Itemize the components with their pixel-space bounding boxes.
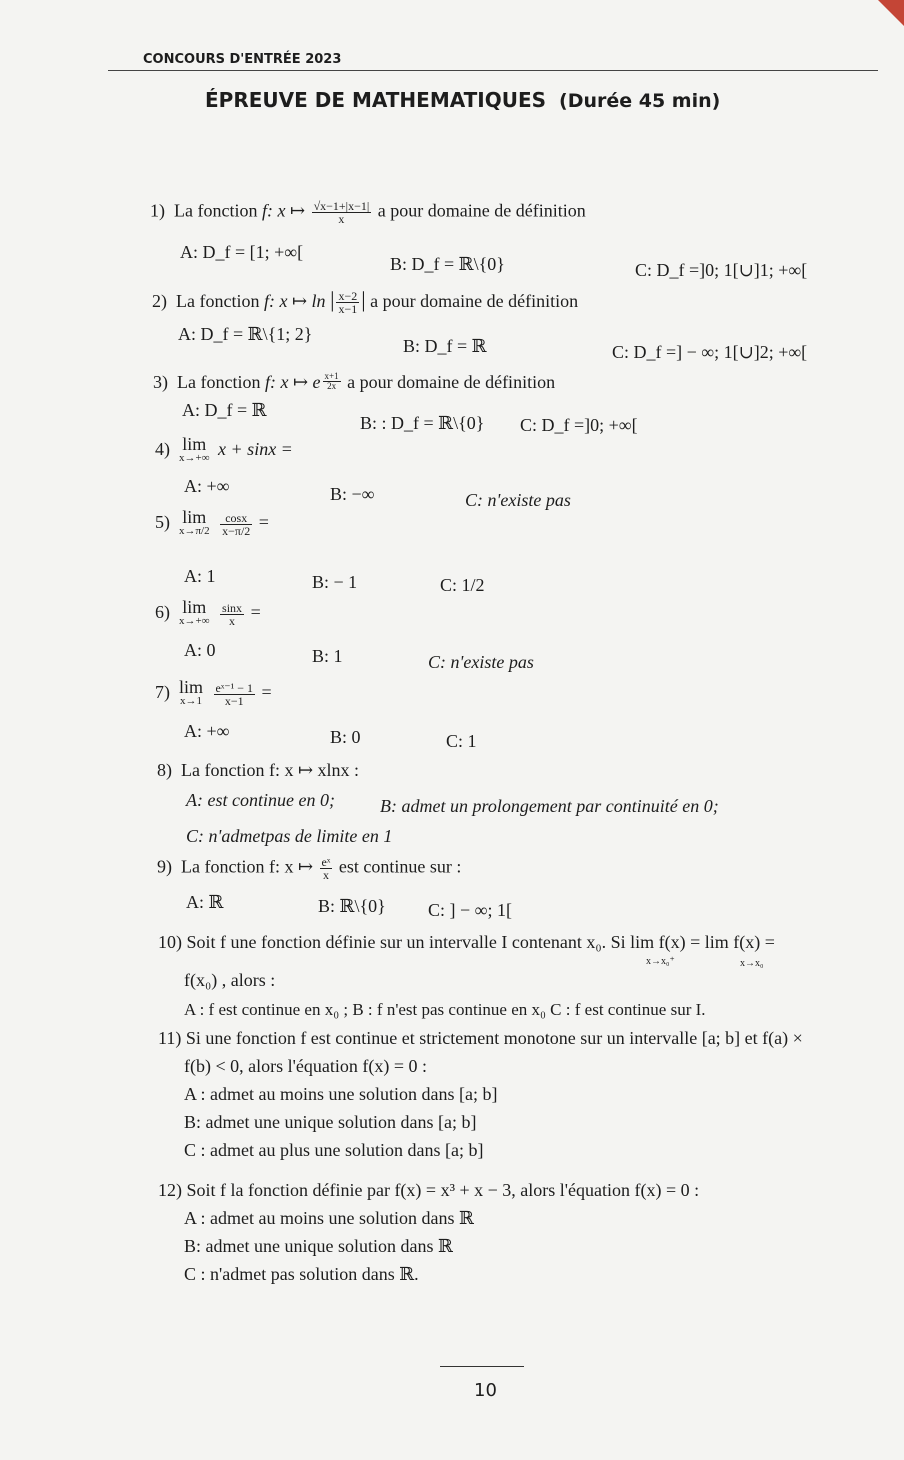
- question-6: 6) lim x→+∞ $\frac{\sin x}{x}$ =: [155, 597, 261, 628]
- q4-option-a: A: +∞: [184, 476, 230, 496]
- q1-option-a: A: D_f = [1; +∞[: [180, 242, 304, 262]
- q11-option-c: C : admet au plus une solution dans [a; b]: [184, 1140, 484, 1160]
- question-5: 5) lim x→π/2 $\frac{\cos x}{x-\pi/2}$ =: [155, 507, 269, 538]
- q9-option-c: C: ] − ∞; 1[: [428, 900, 512, 920]
- question-3: 3) La fonction f: x ↦ e $\frac{x+1}{2x}$ a pour domaine de définition: [153, 371, 556, 392]
- q3-exponent: $\frac{x+1}{2x}$: [324, 371, 339, 391]
- contest-label: CONCOURS D'ENTRÉE 2023: [143, 52, 342, 67]
- question-1: 1) La fonction f: x ↦ $\frac{√x-1+|x-1|}{x}$ a pour domaine de définition: [150, 199, 586, 226]
- question-12: 12) Soit f la fonction définie par f(x) = x³ + x − 3, alors l'équation f(x) = 0 :: [158, 1180, 700, 1200]
- question-7: 7) lim x→1 $\frac{\text{eˣ⁻¹ − 1}}{x-1}$ =: [155, 677, 272, 708]
- q2-option-b: B: D_f = ℝ: [403, 336, 487, 356]
- question-11: 11) Si une fonction f est continue et strictement monotone sur un intervalle [a; b] et f(a) ×: [158, 1028, 803, 1048]
- page-number: 10: [474, 1380, 497, 1401]
- q10-lim-sub-1: x→x₀⁺: [646, 956, 675, 967]
- q2-fraction: $\frac{x-2}{x-1}$: [338, 289, 358, 317]
- question-2: 2) La fonction f: x ↦ ln | $\frac{x-2}{x-1}$ | a pour domaine de définition: [152, 287, 579, 317]
- q8-option-a: A: est continue en 0;: [186, 790, 335, 810]
- q10-lim-sub-2: x→x₀: [740, 958, 764, 969]
- q9-option-b: B: ℝ\{0}: [318, 896, 386, 916]
- q6-fraction: $\frac{\sin x}{x}$: [222, 600, 243, 628]
- q11-option-b: B: admet une unique solution dans [a; b]: [184, 1112, 477, 1132]
- q4-option-c: C: n'existe pas: [465, 490, 571, 510]
- duration: (Durée 45 min): [559, 90, 721, 112]
- question-4: 4) lim x→+∞ x + sinx =: [155, 434, 293, 464]
- q3-option-c: C: D_f =]0; +∞[: [520, 415, 638, 435]
- q8-option-b: B: admet un prolongement par continuité en 0;: [380, 796, 719, 816]
- q7-option-c: C: 1: [446, 731, 477, 751]
- q8-option-c: C: n'admetpas de limite en 1: [186, 826, 393, 846]
- q12-option-b: B: admet une unique solution dans ℝ: [184, 1236, 453, 1256]
- q7-option-a: A: +∞: [184, 721, 230, 741]
- q2-option-c: C: D_f =] − ∞; 1[∪]2; +∞[: [612, 342, 808, 362]
- q4-option-b: B: −∞: [330, 484, 375, 504]
- q9-fraction: $\frac{\text{eˣ}}{x}$: [321, 855, 331, 882]
- q10-options: A : f est continue en x₀ ; B : f n'est pas continue en x₀ C : f est continue sur I.: [184, 1000, 706, 1019]
- q6-option-a: A: 0: [184, 640, 216, 660]
- q3-option-b: B: : D_f = ℝ\{0}: [360, 413, 485, 433]
- q5-option-c: C: 1/2: [440, 575, 485, 595]
- q3-option-a: A: D_f = ℝ: [182, 400, 267, 420]
- q1-option-b: B: D_f = ℝ\{0}: [390, 254, 505, 274]
- question-10: 10) Soit f une fonction définie sur un intervalle I contenant x₀. Si lim f(x) = lim f(x) =: [158, 932, 775, 952]
- question-8: 8) La fonction f: x ↦ xlnx :: [157, 760, 360, 780]
- q7-option-b: B: 0: [330, 727, 361, 747]
- q1-fraction: $\frac{√x-1+|x-1|}{x}$: [313, 199, 370, 226]
- q10-line-2: f(x₀) , alors :: [184, 970, 276, 990]
- q9-option-a: A: ℝ: [186, 892, 224, 912]
- q5-fraction: $\frac{\cos x}{x-\pi/2}$: [222, 510, 251, 538]
- q6-option-b: B: 1: [312, 646, 343, 666]
- q7-fraction: $\frac{\text{eˣ⁻¹ − 1}}{x-1}$: [215, 680, 254, 708]
- header-rule: [108, 70, 878, 71]
- q12-option-c: C : n'admet pas solution dans ℝ.: [184, 1264, 419, 1284]
- q6-option-c: C: n'existe pas: [428, 652, 534, 672]
- q11-line-2: f(b) < 0, alors l'équation f(x) = 0 :: [184, 1056, 427, 1076]
- q12-option-a: A : admet au moins une solution dans ℝ: [184, 1208, 474, 1228]
- q5-option-a: A: 1: [184, 566, 216, 586]
- q2-option-a: A: D_f = ℝ\{1; 2}: [178, 324, 313, 344]
- page-corner-mark: [878, 0, 904, 26]
- q5-option-b: B: − 1: [312, 572, 358, 592]
- question-9: 9) La fonction f: x ↦ $\frac{\text{eˣ}}{x}$ est continue sur :: [157, 855, 462, 882]
- page-title: ÉPREUVE DE MATHEMATIQUES (Durée 45 min): [205, 88, 721, 112]
- footer-rule: [440, 1366, 524, 1367]
- q11-option-a: A : admet au moins une solution dans [a; b]: [184, 1084, 498, 1104]
- q1-option-c: C: D_f =]0; 1[∪]1; +∞[: [635, 260, 808, 280]
